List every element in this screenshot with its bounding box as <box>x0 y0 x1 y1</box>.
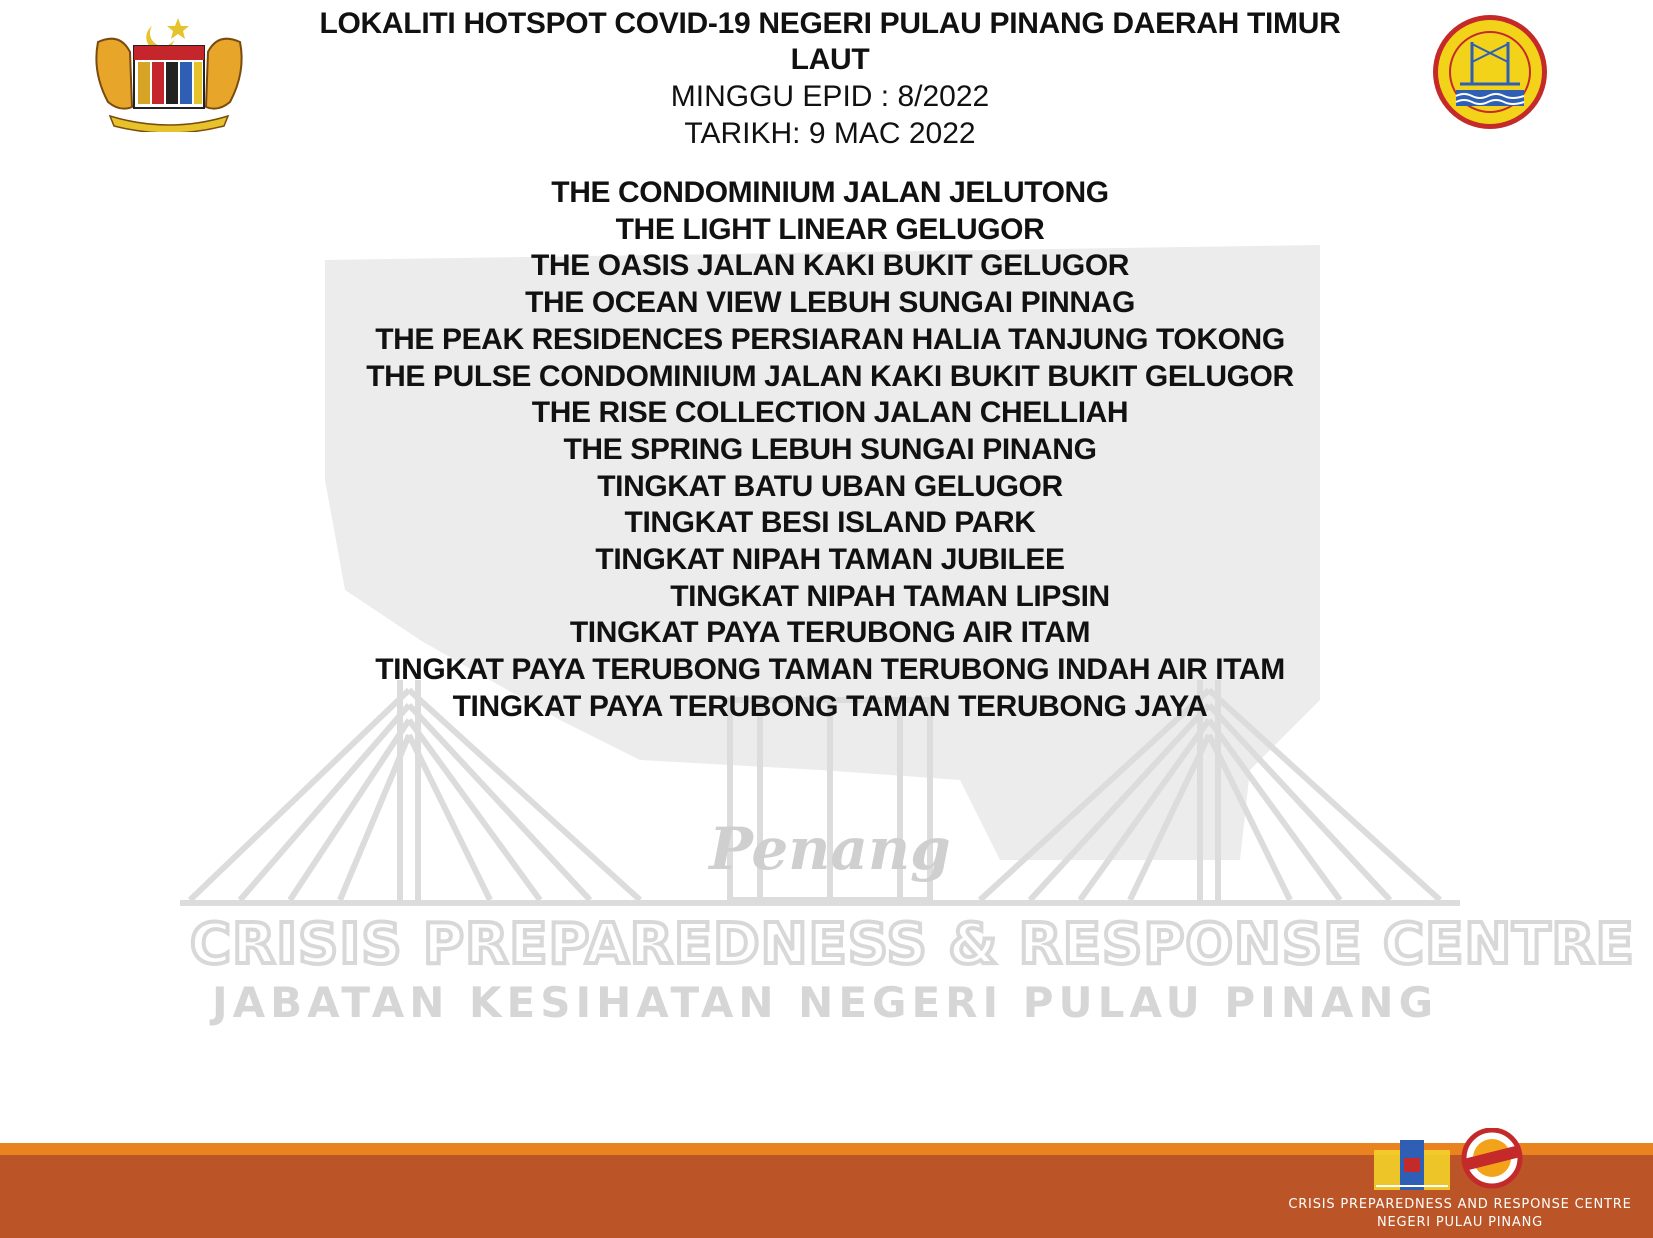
penang-state-seal-icon <box>1428 12 1552 132</box>
epid-week: MINGGU EPID : 8/2022 <box>670 80 990 113</box>
page-title-continued: LAUT <box>790 43 870 76</box>
list-item: THE LIGHT LINEAR GELUGOR <box>615 212 1045 246</box>
cprc-penang-logo-icon <box>1370 1128 1540 1194</box>
footer-org-state: NEGERI PULAU PINANG <box>1377 1215 1543 1230</box>
list-item: THE PULSE CONDOMINIUM JALAN KAKI BUKIT BUKIT GELUGOR <box>366 359 1294 393</box>
list-item: TINGKAT BESI ISLAND PARK <box>624 506 1036 540</box>
list-item: THE SPRING LEBUH SUNGAI PINANG <box>563 432 1097 466</box>
footer-org-name: CRISIS PREPAREDNESS AND RESPONSE CENTRE <box>1288 1197 1632 1212</box>
list-item: THE OCEAN VIEW LEBUH SUNGAI PINNAG <box>525 286 1135 320</box>
page-header <box>300 6 1360 152</box>
list-item: TINGKAT BATU UBAN GELUGOR <box>597 469 1063 503</box>
list-item: THE PEAK RESIDENCES PERSIARAN HALIA TANJUNG TOKONG <box>375 322 1285 356</box>
list-item: THE RISE COLLECTION JALAN CHELLIAH <box>531 396 1129 430</box>
footer-organization <box>1280 1196 1640 1232</box>
watermark-subtitle: JABATAN KESIHATAN NEGERI PULAU PINANG <box>211 978 1439 1027</box>
list-item: TINGKAT NIPAH TAMAN LIPSIN <box>670 579 1110 613</box>
list-item: TINGKAT PAYA TERUBONG AIR ITAM <box>569 616 1091 650</box>
list-item: TINGKAT PAYA TERUBONG TAMAN TERUBONG INDAH AIR ITAM <box>375 653 1285 687</box>
list-item: TINGKAT NIPAH TAMAN JUBILEE <box>595 543 1065 577</box>
page-title: LOKALITI HOTSPOT COVID-19 NEGERI PULAU PINANG DAERAH TIMUR <box>319 7 1341 40</box>
report-date: TARIKH: 9 MAC 2022 <box>684 117 976 150</box>
hotspot-locality-list <box>300 175 1360 726</box>
watermark-title: CRISIS PREPAREDNESS & RESPONSE CENTRE <box>190 912 1635 977</box>
watermark-script-text: Penang <box>709 815 951 883</box>
list-item: THE OASIS JALAN KAKI BUKIT GELUGOR <box>530 249 1130 283</box>
list-item: THE CONDOMINIUM JALAN JELUTONG <box>551 176 1109 209</box>
malaysia-coat-of-arms-icon <box>90 12 248 132</box>
list-item: TINGKAT PAYA TERUBONG TAMAN TERUBONG JAYA <box>452 689 1208 723</box>
